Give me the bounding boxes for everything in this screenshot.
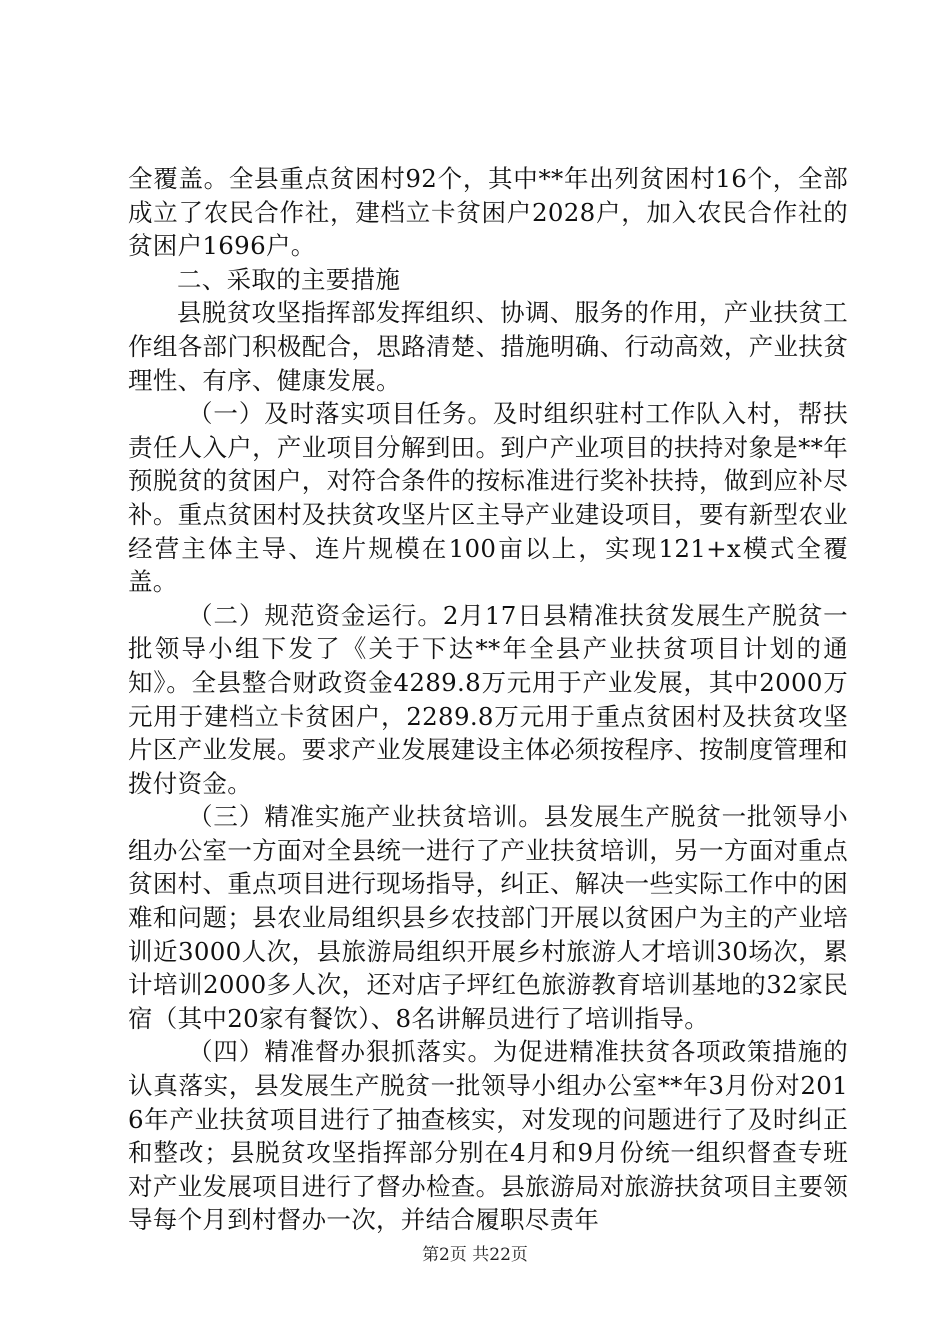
paragraph-measure-2: （二）规范资金运行。2月17日县精准扶贫发展生产脱贫一批领导小组下发了《关于下达**年全县产业扶贫项目计划的通知》。全县整合财政资金4289.8万元用于产业发展，其中2000万元用于建档立卡贫困户，2289.8万元用于重点贫困村及扶贫攻坚片区产业发展。要求产业发展建设主体必须按程序、按制度管理和拨付资金。 xyxy=(128,600,848,798)
page-number-label: 第2页 共22页 xyxy=(422,1245,528,1265)
document-body xyxy=(128,162,848,1237)
paragraph-measure-1: （一）及时落实项目任务。及时组织驻村工作队入村，帮扶责任人入户，产业项目分解到田。到户产业项目的扶持对象是**年预脱贫的贫困户，对符合条件的按标准进行奖补扶持，做到应补尽补。重点贫困村及扶贫攻坚片区主导产业建设项目，要有新型农业经营主体主导、连片规模在100亩以上，实现121+x模式全覆盖。 xyxy=(128,399,848,597)
paragraph-command-role: 县脱贫攻坚指挥部发挥组织、协调、服务的作用，产业扶贫工作组各部门积极配合，思路清楚、措施明确、行动高效，产业扶贫理性、有序、健康发展。 xyxy=(128,298,848,395)
paragraph-measure-3: （三）精准实施产业扶贫培训。县发展生产脱贫一批领导小组办公室一方面对全县统一进行了产业扶贫培训，另一方面对重点贫困村、重点项目进行现场指导，纠正、解决一些实际工作中的困难和问题；县农业局组织县乡农技部门开展以贫困户为主的产业培训近3000人次，县旅游局组织开展乡村旅游人才培训30场次，累计培训2000多人次，还对店子坪红色旅游教育培训基地的32家民宿（其中20家有餐饮）、8名讲解员进行了培训指导。 xyxy=(128,802,848,1033)
page-footer xyxy=(0,1240,950,1265)
paragraph-coverage-summary: 全覆盖。全县重点贫困村92个，其中**年出列贫困村16个，全部成立了农民合作社，建档立卡贫困户2028户，加入农民合作社的贫困户1696户。 xyxy=(128,164,848,261)
paragraph-measure-4: （四）精准督办狠抓落实。为促进精准扶贫各项政策措施的认真落实，县发展生产脱贫一批领导小组办公室**年3月份对2016年产业扶贫项目进行了抽查核实，对发现的问题进行了及时纠正和整改；县脱贫攻坚指挥部分别在4月和9月份统一组织督查专班对产业发展项目进行了督办检查。县旅游局对旅游扶贫项目主要领导每个月到村督办一次，并结合履职尽责年 xyxy=(128,1037,848,1235)
section-heading-main-measures: 二、采取的主要措施 xyxy=(177,264,401,294)
